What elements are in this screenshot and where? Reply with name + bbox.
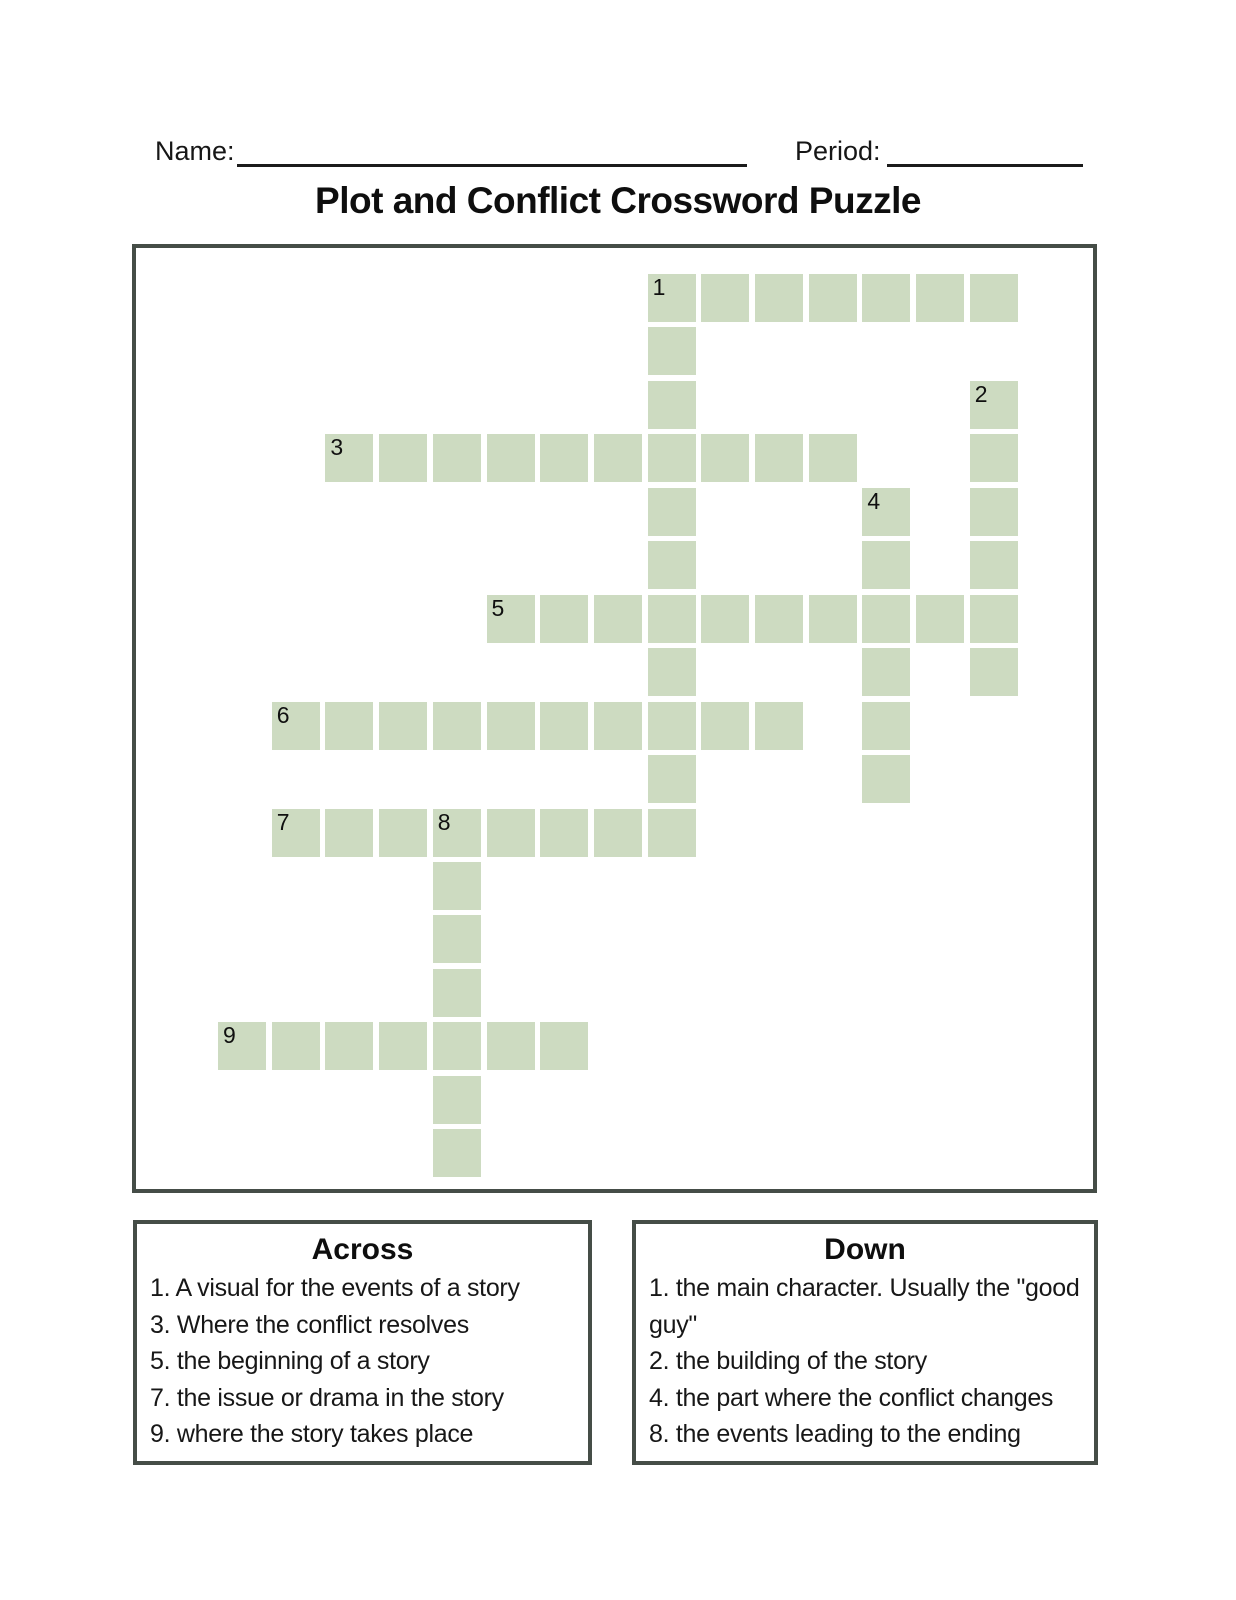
- across-clue-box: [133, 1220, 592, 1465]
- grid-cell[interactable]: [433, 969, 481, 1017]
- cell-number: 2: [974, 380, 988, 407]
- clue-item: 5. the beginning of a story: [150, 1347, 430, 1375]
- grid-cell[interactable]: [648, 434, 696, 482]
- grid-cell[interactable]: [648, 381, 696, 429]
- cell-number: 4: [867, 487, 881, 514]
- grid-cell[interactable]: [648, 648, 696, 696]
- grid-cell[interactable]: [325, 434, 373, 482]
- clue-item: 8. the events leading to the ending: [649, 1420, 1021, 1448]
- grid-cell[interactable]: [862, 595, 910, 643]
- grid-cell[interactable]: [755, 595, 803, 643]
- down-title: Down: [824, 1233, 906, 1266]
- grid-cell[interactable]: [648, 327, 696, 375]
- grid-cell[interactable]: [809, 274, 857, 322]
- grid-cell[interactable]: [648, 595, 696, 643]
- cell-number: 3: [330, 434, 344, 461]
- grid-cell[interactable]: [594, 809, 642, 857]
- name-input-line[interactable]: [237, 164, 747, 167]
- grid-cell[interactable]: [433, 1129, 481, 1177]
- grid-cell[interactable]: [970, 381, 1018, 429]
- grid-cell[interactable]: [809, 434, 857, 482]
- period-input-line[interactable]: [887, 164, 1083, 167]
- grid-cell[interactable]: [970, 274, 1018, 322]
- down-clue-box: [632, 1220, 1098, 1465]
- clue-item: 4. the part where the conflict changes: [649, 1383, 1054, 1412]
- cell-number: 1: [652, 274, 666, 300]
- grid-cell[interactable]: [487, 595, 535, 643]
- grid-cell[interactable]: [325, 809, 373, 857]
- grid-cell[interactable]: [755, 702, 803, 750]
- grid-cell[interactable]: [379, 702, 427, 750]
- grid-cell[interactable]: [325, 702, 373, 750]
- grid-cell[interactable]: [970, 648, 1018, 696]
- grid-cell[interactable]: [970, 541, 1018, 589]
- crossword-grid: [132, 244, 1097, 1193]
- grid-cell[interactable]: [433, 915, 481, 963]
- clue-item: 7. the issue or drama in the story: [150, 1383, 504, 1412]
- grid-cell[interactable]: [916, 274, 964, 322]
- grid-cell[interactable]: [701, 702, 749, 750]
- grid-cell[interactable]: [648, 755, 696, 803]
- page-title: Plot and Conflict Crossword Puzzle: [315, 180, 921, 221]
- grid-cell[interactable]: [648, 809, 696, 857]
- grid-cell[interactable]: [540, 702, 588, 750]
- grid-cell[interactable]: [862, 648, 910, 696]
- grid-cell[interactable]: [433, 434, 481, 482]
- cell-number: 8: [437, 808, 451, 835]
- grid-cell[interactable]: [433, 1022, 481, 1070]
- cell-number: 6: [276, 701, 290, 728]
- grid-cell[interactable]: [862, 755, 910, 803]
- grid-cell[interactable]: [487, 434, 535, 482]
- grid-cell[interactable]: [862, 488, 910, 536]
- grid-cell[interactable]: [540, 595, 588, 643]
- grid-cell[interactable]: [594, 595, 642, 643]
- clue-item: 1. the main character. Usually the "good guy": [649, 1274, 1080, 1339]
- grid-cell[interactable]: [594, 702, 642, 750]
- grid-cell[interactable]: [487, 1022, 535, 1070]
- cell-number: 5: [491, 594, 505, 621]
- grid-cell[interactable]: [540, 434, 588, 482]
- grid-cell[interactable]: [487, 702, 535, 750]
- grid-cell[interactable]: [433, 862, 481, 910]
- across-title: Across: [311, 1233, 414, 1266]
- grid-cell[interactable]: [648, 702, 696, 750]
- grid-cell[interactable]: [648, 274, 696, 322]
- grid-cell[interactable]: [862, 541, 910, 589]
- grid-cell[interactable]: [433, 809, 481, 857]
- grid-cell[interactable]: [916, 595, 964, 643]
- down-clue-list: [649, 1270, 1089, 1453]
- grid-cell[interactable]: [648, 488, 696, 536]
- grid-cell[interactable]: [379, 809, 427, 857]
- across-clue-list: [150, 1270, 583, 1453]
- grid-cell[interactable]: [970, 434, 1018, 482]
- grid-cell[interactable]: [970, 595, 1018, 643]
- clue-item: 9. where the story takes place: [150, 1420, 474, 1448]
- period-label: Period:: [795, 136, 881, 166]
- grid-cell[interactable]: [755, 434, 803, 482]
- clue-item: 3. Where the conflict resolves: [150, 1310, 469, 1339]
- grid-cell[interactable]: [755, 274, 803, 322]
- clue-item: 2. the building of the story: [649, 1347, 927, 1375]
- grid-cell[interactable]: [648, 541, 696, 589]
- grid-cell[interactable]: [809, 595, 857, 643]
- grid-cell[interactable]: [325, 1022, 373, 1070]
- grid-cell[interactable]: [862, 274, 910, 322]
- name-label: Name:: [155, 136, 235, 166]
- grid-cell[interactable]: [218, 1022, 266, 1070]
- grid-cell[interactable]: [272, 809, 320, 857]
- grid-cell[interactable]: [272, 702, 320, 750]
- grid-cell[interactable]: [433, 1076, 481, 1124]
- cell-number: 9: [223, 1022, 236, 1049]
- grid-cell[interactable]: [379, 434, 427, 482]
- grid-cell[interactable]: [701, 434, 749, 482]
- grid-cell[interactable]: [487, 809, 535, 857]
- grid-cell[interactable]: [701, 274, 749, 322]
- grid-cell[interactable]: [862, 702, 910, 750]
- grid-cell[interactable]: [970, 488, 1018, 536]
- grid-cell[interactable]: [540, 809, 588, 857]
- grid-cell[interactable]: [594, 434, 642, 482]
- grid-cell[interactable]: [433, 702, 481, 750]
- grid-cell[interactable]: [272, 1022, 320, 1070]
- grid-cell[interactable]: [701, 595, 749, 643]
- grid-cell[interactable]: [379, 1022, 427, 1070]
- clue-item: 1. A visual for the events of a story: [150, 1274, 520, 1302]
- cell-number: 7: [276, 808, 290, 835]
- grid-cell[interactable]: [540, 1022, 588, 1070]
